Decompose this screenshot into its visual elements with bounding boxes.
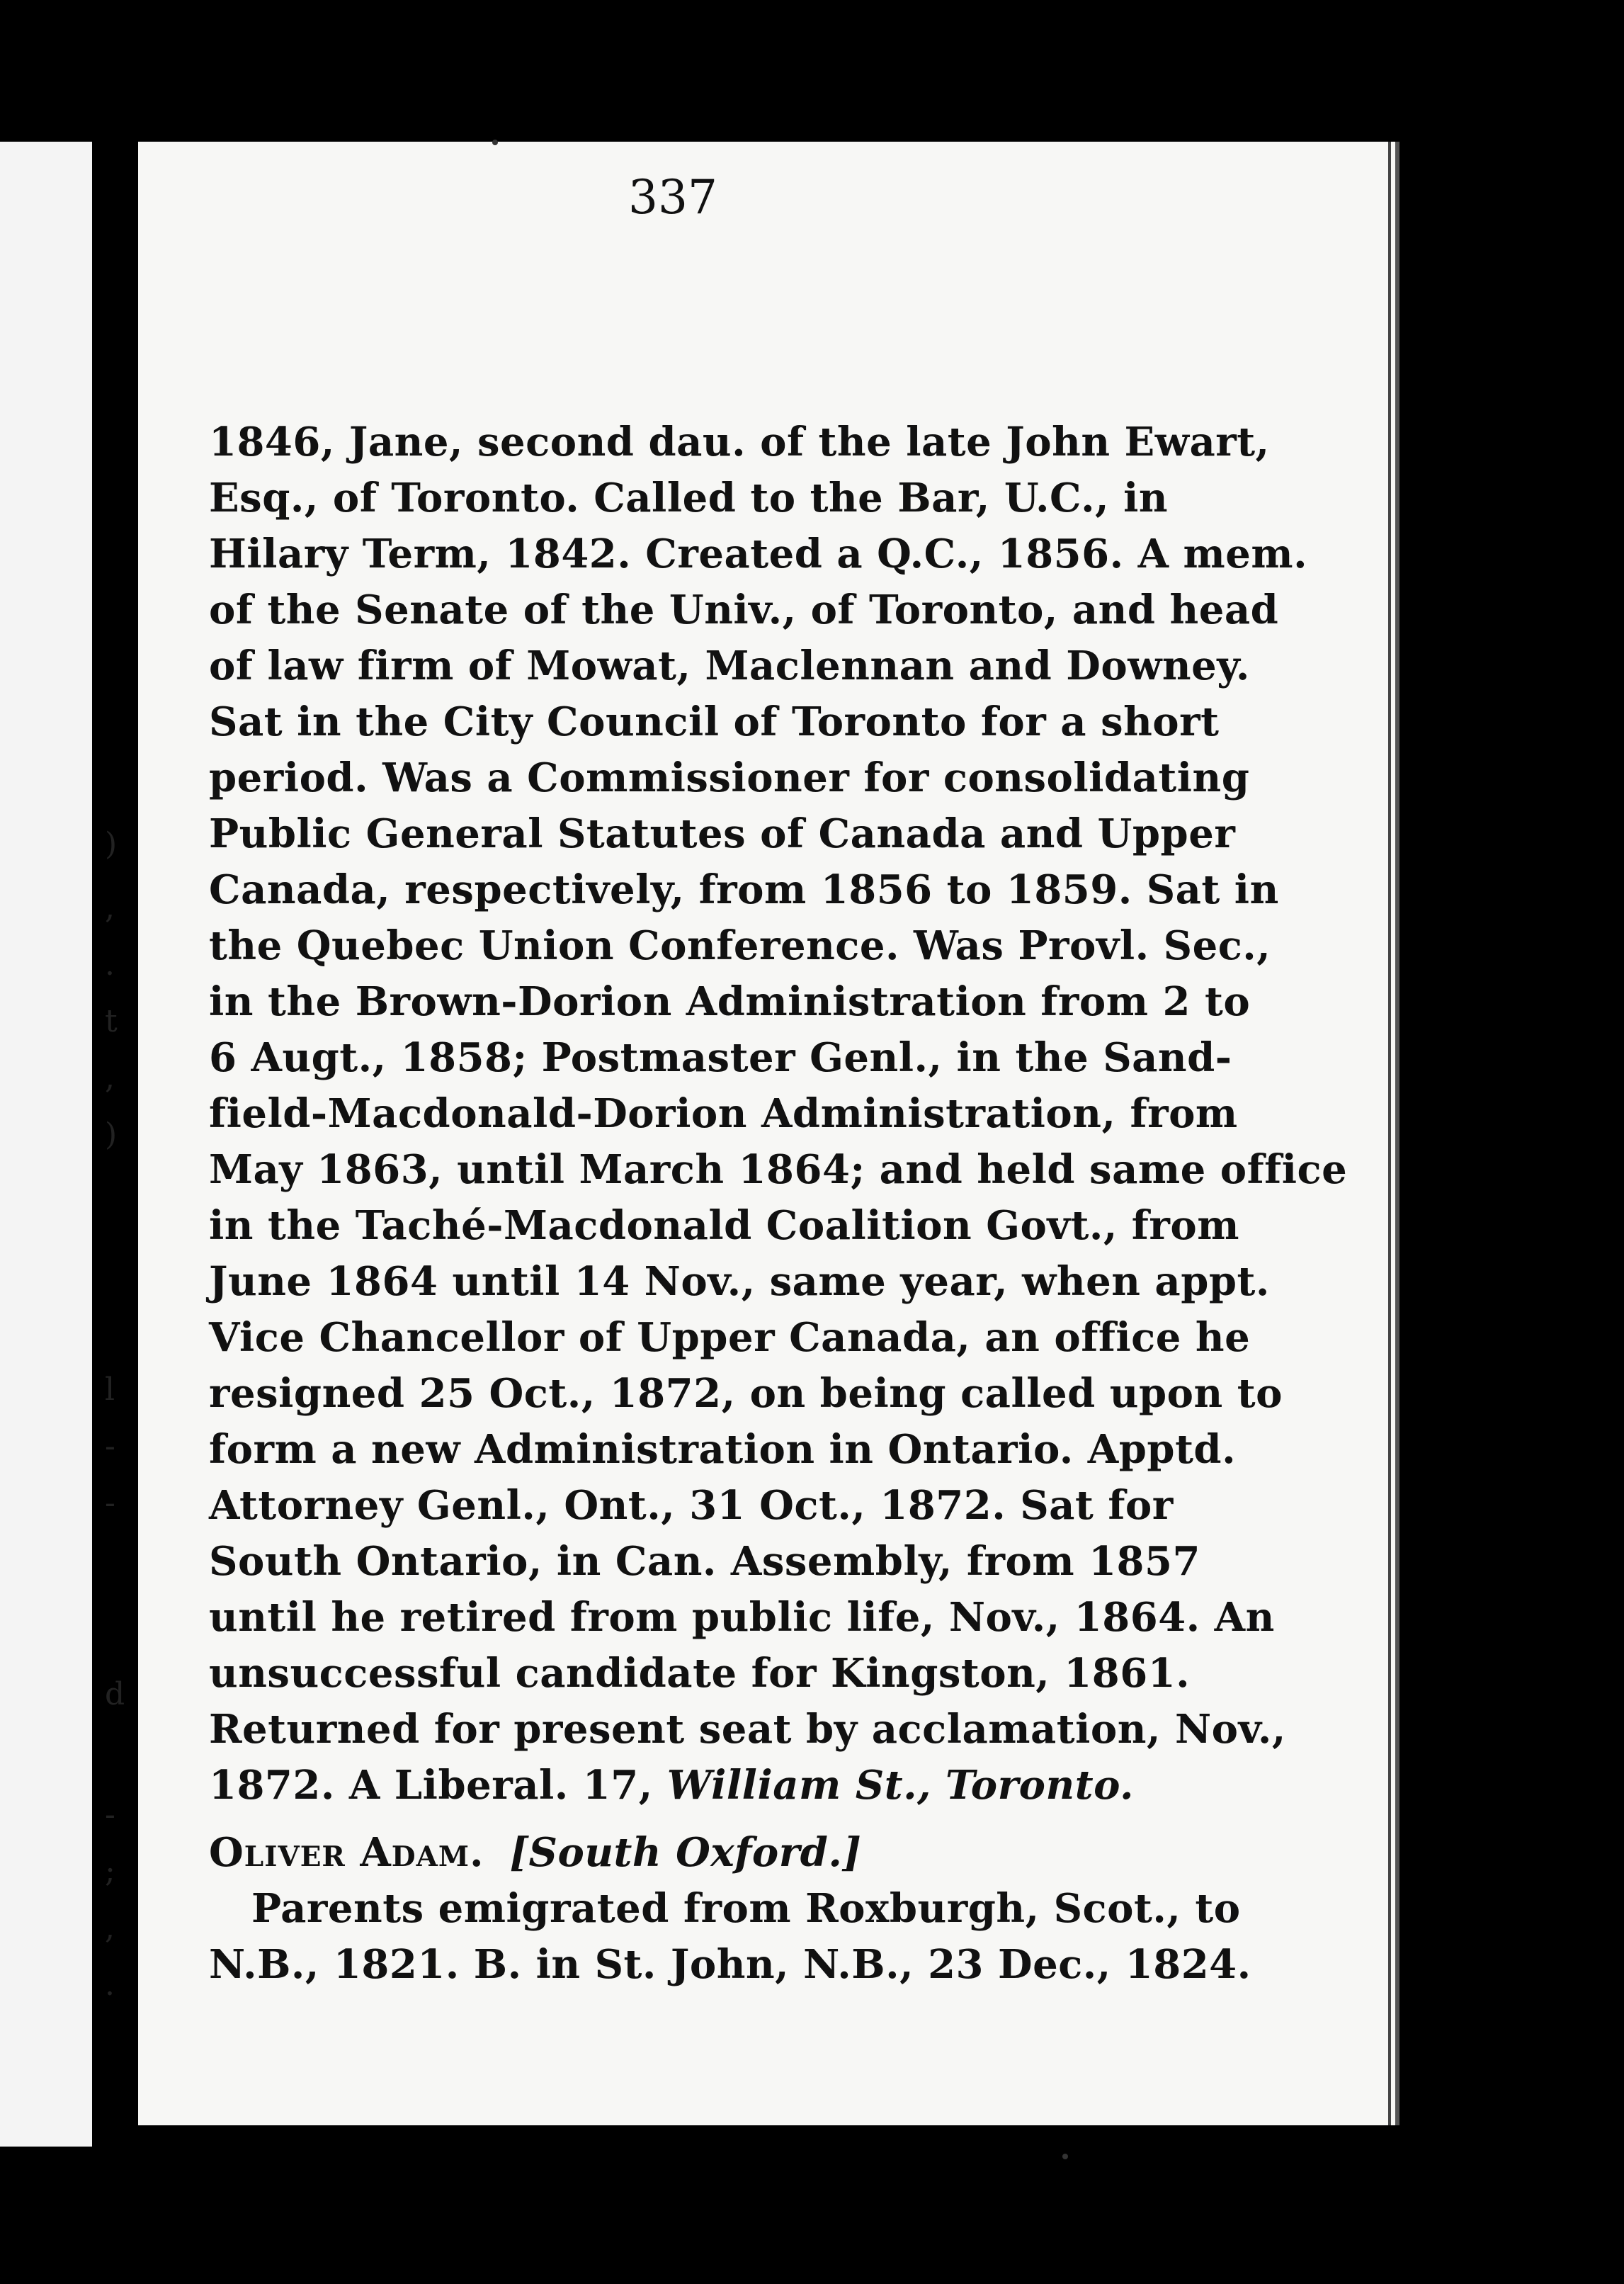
text-line: until he retired from public life, Nov., 1864. An (209, 1594, 1275, 1641)
page-edge-line (1388, 142, 1391, 2125)
text-line: Sat in the City Council of Toronto for a short (209, 699, 1220, 745)
margin-glyph: - (105, 1428, 115, 1464)
text-line: period. Was a Commissioner for consolidating (209, 754, 1250, 801)
text-line: May 1863, until March 1864; and held same office (209, 1146, 1348, 1193)
text-line: in the Taché-Macdonald Coalition Govt., from (209, 1202, 1240, 1249)
text-line: in the Brown-Dorion Administration from 2 to (209, 978, 1251, 1025)
text-line: Public General Statutes of Canada and Upper (209, 810, 1236, 857)
page-body (209, 414, 1348, 1993)
margin-glyph: d (105, 1676, 125, 1712)
text-line: Parents emigrated from Roxburgh, Scot., to (251, 1885, 1241, 1932)
text-line: the Quebec Union Conference. Was Provl. Sec., (209, 922, 1271, 969)
margin-glyph: ; (105, 1853, 115, 1889)
text-line: form a new Administration in Ontario. Apptd. (209, 1426, 1237, 1473)
margin-glyph: , (105, 890, 115, 926)
text-line: unsuccessful candidate for Kingston, 1861. (209, 1650, 1191, 1697)
margin-glyph: , (105, 1910, 115, 1946)
margin-glyph: . (105, 1967, 115, 2003)
margin-glyph: - (105, 1797, 115, 1833)
left-page-edge (0, 142, 92, 2147)
text-line: Canada, respectively, from 1856 to 1859. Sat in (209, 866, 1279, 913)
text-line: 6 Augt., 1858; Postmaster Genl., in the Sand- (209, 1034, 1232, 1081)
text-line: 1846, Jane, second dau. of the late John Ewart, (209, 419, 1270, 465)
text-line: Returned for present seat by acclamation, Nov., (209, 1706, 1286, 1753)
text-line: of law firm of Mowat, Maclennan and Downey. (209, 643, 1250, 689)
margin-glyph: t (105, 1003, 118, 1039)
margin-glyph: l (105, 1372, 115, 1408)
text-line: N.B., 1821. B. in St. John, N.B., 23 Dec., 1824. (209, 1941, 1251, 1988)
print-speck (1062, 2154, 1068, 2159)
text-line: field-Macdonald-Dorion Administration, from (209, 1090, 1238, 1137)
address: William St., Toronto. (666, 1762, 1134, 1809)
entry-heading (209, 1825, 1154, 1881)
text-line: South Ontario, in Can. Assembly, from 1857 (209, 1538, 1200, 1585)
margin-glyph: , (105, 1060, 115, 1096)
text-line: Vice Chancellor of Upper Canada, an office he (209, 1314, 1251, 1361)
margin-glyph: . (105, 946, 115, 983)
margin-glyph: ) (105, 826, 118, 862)
text-line: of the Senate of the Univ., of Toronto, and head (209, 587, 1279, 633)
text-line: Hilary Term, 1842. Created a Q.C., 1856. A mem. (209, 531, 1308, 577)
margin-glyph: ) (105, 1116, 118, 1153)
member-name: Oliver Adam. (209, 1829, 484, 1876)
paragraph-oliver (209, 1881, 1251, 1993)
text-line (209, 1758, 1154, 1814)
text-line: Esq., of Toronto. Called to the Bar, U.C., in (209, 475, 1169, 521)
page-number: 337 (628, 170, 717, 225)
print-speck (492, 140, 498, 145)
margin-glyph: - (105, 1485, 115, 1521)
constituency: [South Oxford.] (509, 1829, 862, 1876)
text-line-start: 1872. A Liberal. 17, (209, 1762, 653, 1809)
text-line: June 1864 until 14 Nov., same year, when appt. (209, 1258, 1270, 1305)
text-line: resigned 25 Oct., 1872, on being called upon to (209, 1370, 1283, 1417)
paragraph-mowat (209, 414, 1348, 1814)
text-line: Attorney Genl., Ont., 31 Oct., 1872. Sat for (209, 1482, 1174, 1529)
